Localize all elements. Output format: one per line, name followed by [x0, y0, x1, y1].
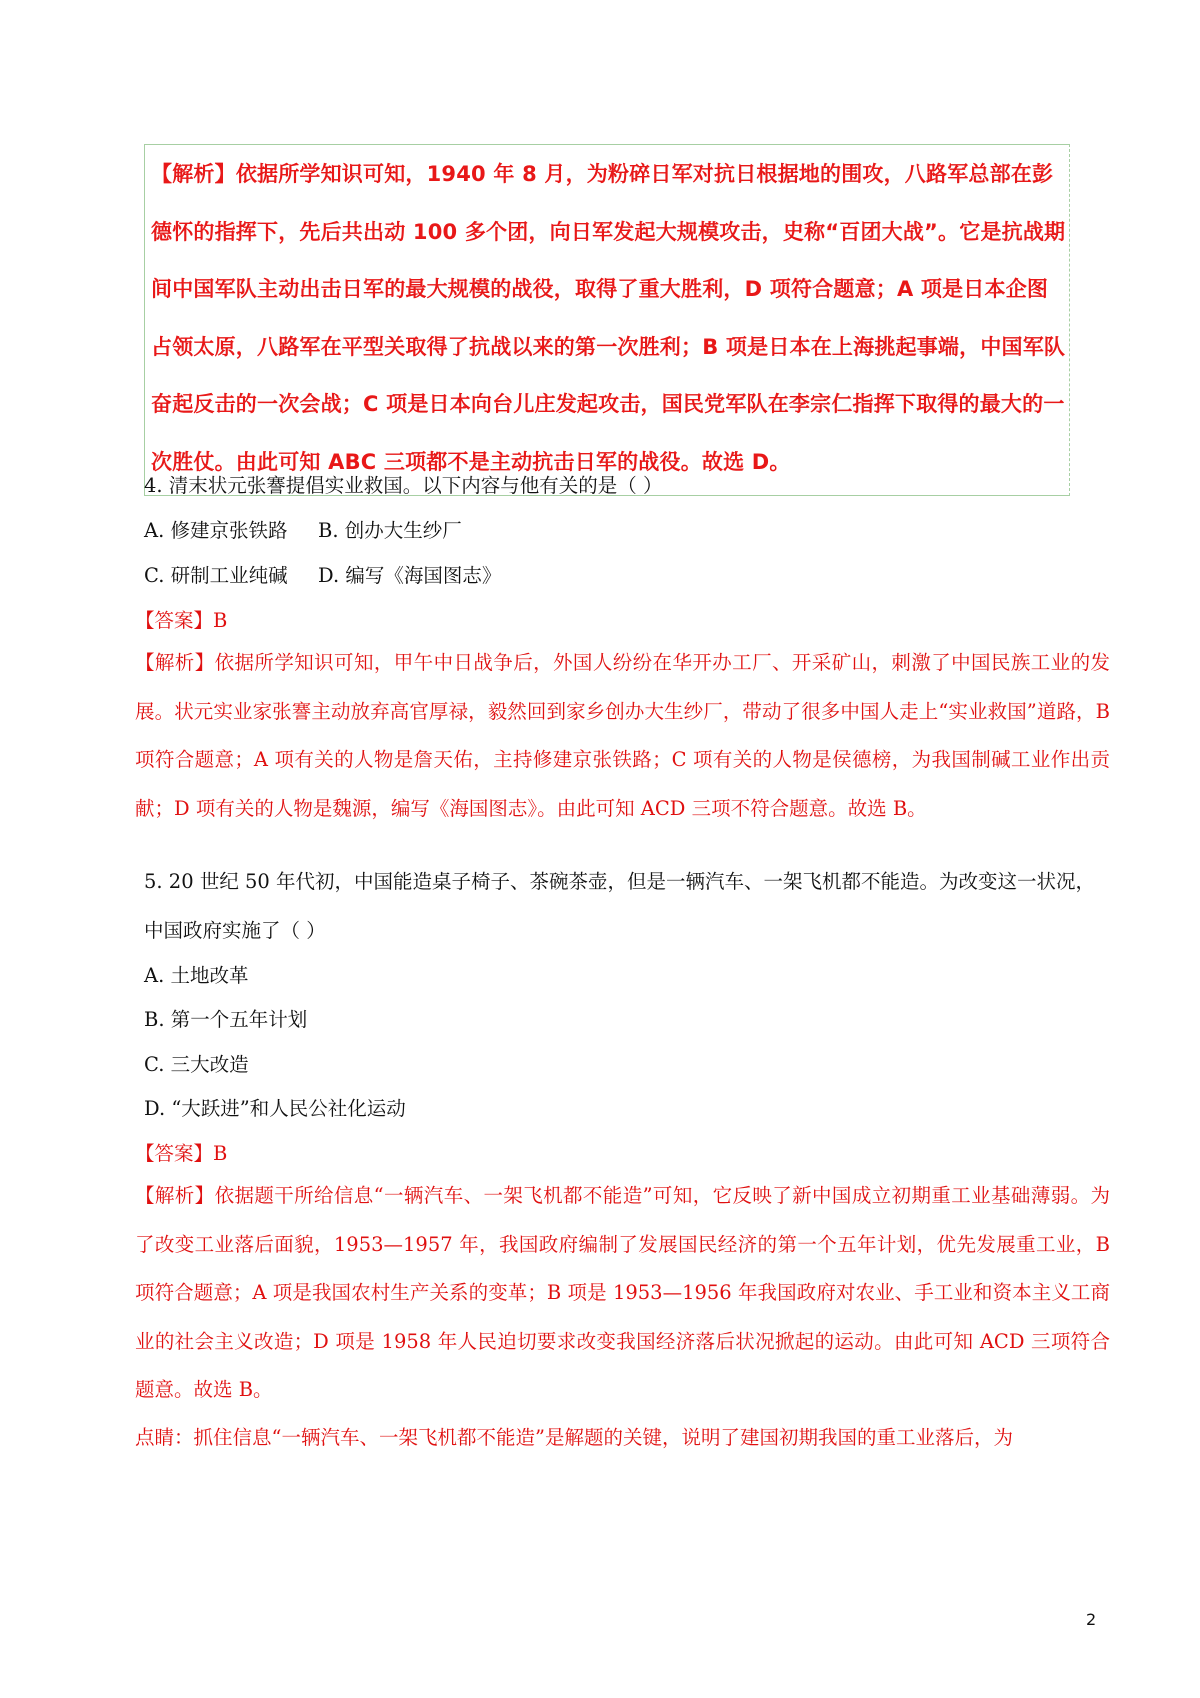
q5-option-c: C. 三大改造: [144, 1053, 249, 1076]
q5-stem: 5. 20 世纪 50 年代初，中国能造桌子椅子、茶碗茶壶，但是一辆汽车、一架飞机都不能造。为改变这一状况，中国政府实施了（ ）: [144, 870, 1096, 942]
page-number: 2: [1086, 1610, 1097, 1629]
q5-option-b: B. 第一个五年计划: [144, 1008, 308, 1031]
q4-stem: 4. 清末状元张謇提倡实业救国。以下内容与他有关的是（ ）: [144, 474, 663, 497]
q4-option-c: C. 研制工业纯碱: [144, 564, 288, 587]
q4-analysis-prefix: 【解析】: [135, 651, 215, 674]
q3-analysis-body: 依据所学知识可知，1940 年 8 月，为粉碎日军对抗日根据地的围攻，八路军总部在彭德怀的指挥下，先后共出动 100 多个团，向日军发起大规模攻击，史称“百团大战”。它是抗战期间中国军队主动出击日军的最大规模的战役，取得了重大胜利，D 项符合题意；A 项是日本企图占领太原，八路军在平型关取得了抗战以来的第一次胜利；B 项是日本在上海挑起事端，中国军队奋起反击的一次会战；C 项是日本向台儿庄发起攻击，国民党军队在李宗仁指挥下取得的最大的一次胜仗。由此可知 ABC 三项都不是主动抗击日军的战役。故选 D。: [151, 162, 1066, 474]
q3-analysis-text: [151, 145, 1066, 492]
q4-option-b: B. 创办大生纱厂: [318, 519, 462, 542]
q4-answer: 【答案】B: [135, 609, 228, 632]
q5-answer: 【答案】B: [135, 1142, 228, 1165]
q5-analysis: [135, 1172, 1110, 1415]
q5-option-d: D. “大跃进”和人民公社化运动: [144, 1097, 406, 1120]
q4-analysis-body: 依据所学知识可知，甲午中日战争后，外国人纷纷在华开办工厂、开采矿山，刺激了中国民族工业的发展。状元实业家张謇主动放弃高官厚禄，毅然回到家乡创办大生纱厂，带动了很多中国人走上“实业救国”道路，B 项符合题意；A 项有关的人物是詹天佑，主持修建京张铁路；C 项有关的人物是侯德榜，为我国制碱工业作出贡献；D 项有关的人物是魏源，编写《海国图志》。由此可知 ACD 三项不符合题意。故选 B。: [135, 651, 1110, 820]
q5-analysis-body: 依据题干所给信息“一辆汽车、一架飞机都不能造”可知，它反映了新中国成立初期重工业基础薄弱。为了改变工业落后面貌，1953—1957 年，我国政府编制了发展国民经济的第一个五年计划，优先发展重工业，B 项符合题意；A 项是我国农村生产关系的变革；B 项是 1953—1956 年我国政府对农业、手工业和资本主义工商业的社会主义改造；D 项是 1958 年人民迫切要求改变我国经济落后状况掀起的运动。由此可知 ACD 三项符合题意。故选 B。: [135, 1184, 1110, 1401]
q3-analysis-prefix: 【解析】: [151, 162, 236, 186]
q5-comment: 点睛：抓住信息“一辆汽车、一架飞机都不能造”是解题的关键，说明了建国初期我国的重工业落后，为: [135, 1426, 1013, 1449]
q4-option-a: A. 修建京张铁路: [144, 519, 288, 542]
q5-analysis-prefix: 【解析】: [135, 1184, 215, 1207]
q3-analysis-box: [144, 144, 1070, 496]
q5-option-a: A. 土地改革: [144, 964, 249, 987]
q4-analysis: [135, 639, 1110, 833]
q4-option-d: D. 编写《海国图志》: [318, 564, 502, 587]
